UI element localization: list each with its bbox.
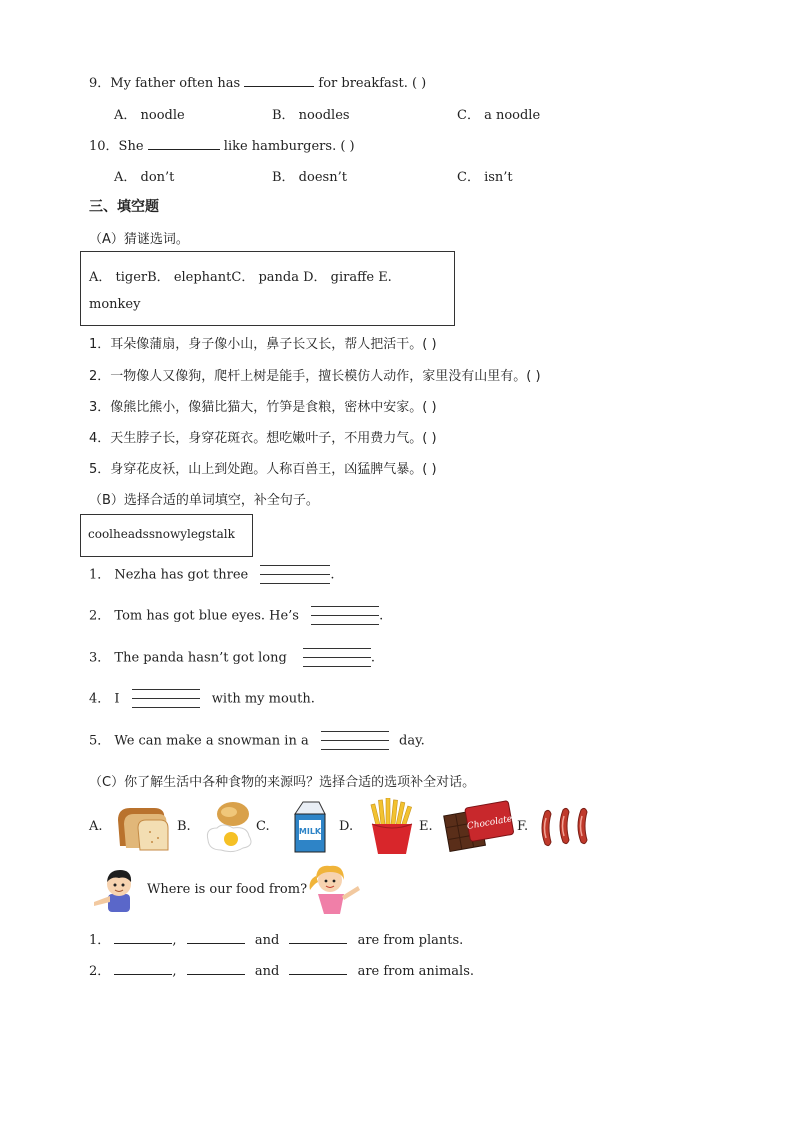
bread-and-egg-icon bbox=[205, 798, 255, 854]
and-text: and bbox=[254, 933, 280, 948]
question-number: 2． bbox=[89, 964, 111, 979]
fill-text: 1． Nezha has got three bbox=[89, 567, 253, 583]
riddle-item: 2．一物像人又像狗，爬杆上树是能手，擅长模仿人动作，家里没有山里有。( ) bbox=[89, 369, 541, 384]
fill-text: day. bbox=[394, 733, 425, 749]
riddle-item: 4．天生脖子长，身穿花斑衣。想吃嫩叶子，不用费力气。( ) bbox=[89, 431, 437, 446]
answer-blank[interactable] bbox=[289, 974, 347, 975]
question-9 bbox=[89, 72, 426, 91]
riddle-options-line-1: A． tigerB． elephantC． panda D． giraffe E. bbox=[89, 270, 392, 285]
boy-avatar bbox=[90, 864, 144, 914]
question-number: 9． bbox=[89, 76, 111, 91]
question-text: She bbox=[118, 139, 148, 154]
section-title: 三、填空题 bbox=[89, 199, 159, 215]
question-number: 10． bbox=[89, 139, 119, 154]
fill-item-3 bbox=[89, 646, 375, 670]
answer-blank[interactable] bbox=[289, 943, 347, 944]
food-question-1: 1． , and are from plants. bbox=[89, 933, 464, 948]
fill-text: . bbox=[379, 608, 384, 624]
bread-icon bbox=[114, 802, 170, 852]
part-b-title: （B）选择合适的单词填空，补全句子。 bbox=[89, 493, 319, 508]
question-text: are from animals. bbox=[357, 964, 475, 979]
riddle-options-box bbox=[80, 251, 455, 326]
dialog-question: Where is our food from? bbox=[147, 882, 308, 897]
milk-carton-icon bbox=[289, 800, 331, 854]
and-text: and bbox=[254, 964, 280, 979]
answer-lines[interactable] bbox=[321, 729, 389, 753]
question-text: like hamburgers. ( ) bbox=[219, 139, 355, 154]
answer-blank[interactable] bbox=[244, 86, 314, 87]
fill-text: 4． I bbox=[89, 691, 124, 707]
option-c: C． isn’t bbox=[457, 170, 513, 185]
food-question-2: 2． , and are from animals. bbox=[89, 964, 475, 979]
riddle-item: 1．耳朵像蒲扇，身子像小山，鼻子长又长，帮人把活干。( ) bbox=[89, 337, 437, 352]
answer-lines[interactable] bbox=[260, 563, 330, 587]
question-number: 1． bbox=[89, 933, 111, 948]
option-letter: B. bbox=[177, 819, 191, 834]
fill-text: . bbox=[370, 650, 376, 666]
fill-item-5 bbox=[89, 729, 425, 753]
fill-item-2 bbox=[89, 604, 383, 628]
option-a: A． noodle bbox=[114, 108, 185, 123]
fill-item-1 bbox=[89, 563, 334, 587]
option-letter: F. bbox=[517, 819, 529, 834]
answer-blank[interactable] bbox=[114, 974, 172, 975]
option-c: C． a noodle bbox=[457, 108, 541, 123]
fill-text: 2． Tom has got blue eyes. He’s bbox=[89, 608, 304, 624]
answer-lines[interactable] bbox=[132, 687, 200, 711]
question-text: My father often has bbox=[110, 76, 245, 91]
option-letter: D. bbox=[339, 819, 354, 834]
option-letter: A. bbox=[89, 819, 103, 834]
fill-text: 5． We can make a snowman in a bbox=[89, 733, 313, 749]
fill-text: . bbox=[330, 567, 335, 583]
fill-item-4 bbox=[89, 687, 315, 711]
option-b: B． noodles bbox=[272, 108, 350, 123]
question-text: for breakfast. ( ) bbox=[314, 76, 427, 91]
fill-text: 3． The panda hasn’t got long bbox=[89, 650, 291, 666]
answer-blank[interactable] bbox=[187, 974, 245, 975]
answer-blank[interactable] bbox=[187, 943, 245, 944]
answer-lines[interactable] bbox=[311, 604, 379, 628]
girl-avatar bbox=[302, 860, 362, 916]
riddle-item: 3．像熊比熊小，像猫比猫大，竹笋是食粮，密林中安家。( ) bbox=[89, 400, 437, 415]
fill-text: with my mouth. bbox=[207, 691, 315, 707]
chocolate-label: Chocolate bbox=[466, 814, 514, 833]
sausages-icon bbox=[537, 804, 599, 850]
riddle-options-line-2: monkey bbox=[89, 297, 141, 312]
milk-label: MILK bbox=[298, 827, 322, 836]
word-box-text: coolheadssnowylegstalk bbox=[88, 527, 235, 541]
question-text: are from plants. bbox=[357, 933, 464, 948]
option-b: B． doesn’t bbox=[272, 170, 347, 185]
question-10 bbox=[89, 135, 355, 154]
option-a: A． don’t bbox=[114, 170, 175, 185]
part-c-title: （C）你了解生活中各种食物的来源吗？选择合适的选项补全对话。 bbox=[89, 775, 476, 790]
option-letter: C. bbox=[256, 819, 270, 834]
riddle-item: 5．身穿花皮袄，山上到处跑。人称百兽王，凶猛脾气暴。( ) bbox=[89, 462, 437, 477]
answer-blank[interactable] bbox=[114, 943, 172, 944]
answer-lines[interactable] bbox=[303, 646, 371, 670]
french-fries-icon bbox=[366, 798, 418, 856]
part-a-title: （A）猜谜选词。 bbox=[89, 232, 189, 247]
chocolate-icon bbox=[442, 800, 516, 852]
answer-blank[interactable] bbox=[148, 149, 220, 150]
option-letter: E. bbox=[419, 819, 433, 834]
